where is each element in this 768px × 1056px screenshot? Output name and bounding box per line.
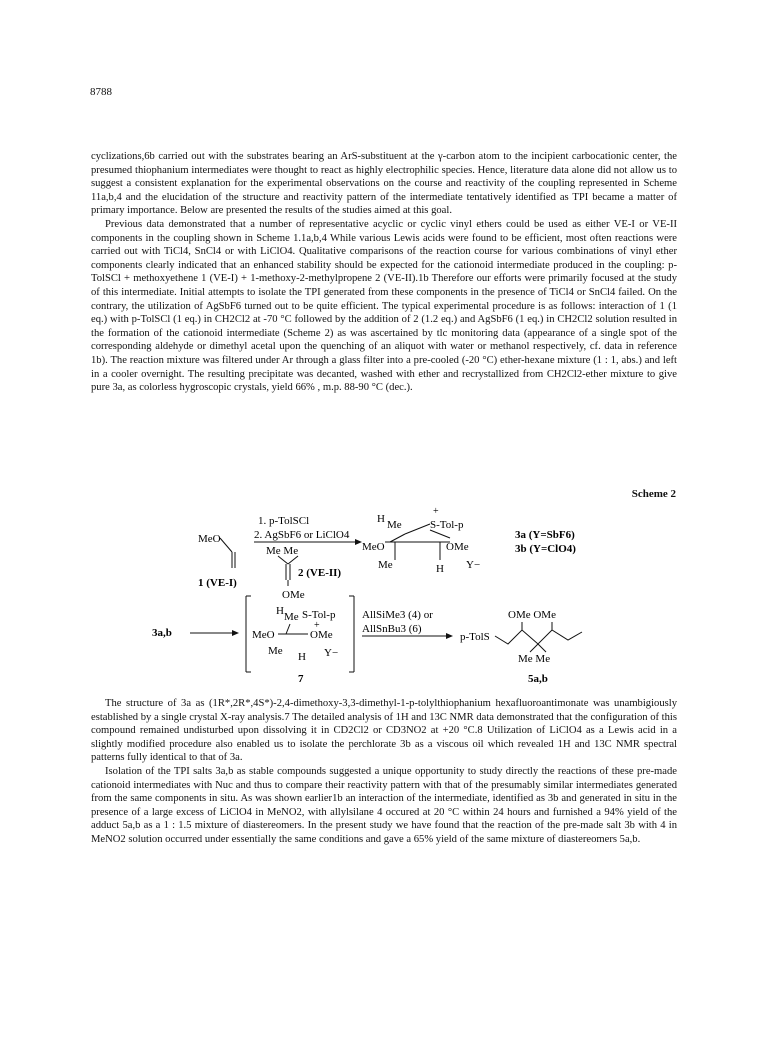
int-stol: S-Tol-p xyxy=(302,609,336,621)
int-plus: + xyxy=(314,620,320,631)
int-h-bottom: H xyxy=(298,651,306,663)
paragraph: Isolation of the TPI salts 3a,b as stable compounds suggested a unique opportunity to study directly the reactions of these pre-made cationoid intermediates with Nuc and thus to compare their reactivity pattern with that of the presumably similar intermediates generated from the same components in situ. As was shown earlier1b an interaction of the intermediate, identified as 3b and generated in situ in the presence of a large excess of LiClO4 in MeNO2, with allylsilane 4 occured at 20 °C within 24 hours and furnished a 94% yield of the adduct 5a,b as a 1 : 1.5 mixture of diastereomers. In the present study we have found that the reaction of the pre-made salt 3b with 4 in MeNO2 solution occurred under essentially the same conditions and gave a 65% yield of the same mixture of diastereomers 5a,b. xyxy=(91,765,677,845)
product-5-me: Me Me xyxy=(518,653,551,665)
paragraph: The structure of 3a as (1R*,2R*,4S*)-2,4-dimethoxy-3,3-dimethyl-1-p-tolylthiophanium hexafluoroantimonate was unambigiously established by a single crystal X-ray analysis.7 The detailed analysis of 1H and 13C NMR data demonstrated that the configuration of this compound remained undisturbed upon dissolving it in CD2Cl2 or CD3NO2 at +20 °C.8 Utilization of LiClO4 as a Lewis acid in a slightly modified procedure also enabled us to isolate the perchlorate 3b as a viscous oil which revealed 1H and 13C NMR spectral patterns fully identical to that of 3a. xyxy=(91,698,677,764)
ome-2: OMe xyxy=(282,589,305,601)
body-text-top xyxy=(91,150,677,395)
me-me: Me Me xyxy=(266,545,299,557)
nucleophile-2: AllSnBu3 (6) xyxy=(362,623,422,635)
nucleophile-1: AllSiMe3 (4) or xyxy=(362,609,433,621)
reagent-2: 2. AgSbF6 or LiClO4 xyxy=(254,529,350,541)
scheme-2-diagram xyxy=(150,500,620,685)
body-text-bottom xyxy=(91,697,677,847)
compound-2-label: 2 (VE-II) xyxy=(298,567,342,579)
product-5-ome: OMe OMe xyxy=(508,609,556,621)
y-anion: Y− xyxy=(466,559,481,571)
intermediate-7-label: 7 xyxy=(298,673,304,685)
paragraph: cyclizations,6b carried out with the substrates bearing an ArS-substituent at the γ-carbon atom to the incipient carbocationic center, the presumed thiophanium intermediates were thought to react as highly electrophilic species. Hence, literature data alone did not allow us to suggest a consistent explanation for the experimental observations on the course and reactivity of the coupling represented in Scheme 11a,b,4 and the elucidation of the structure and reactivity pattern of the intermediate tentatively identified as TPI became a matter of primary importance. Below are presented the results of the studies aimed at this goal. xyxy=(91,151,677,217)
product-3b-label: 3b (Y=ClO4) xyxy=(515,543,576,555)
paragraph: Previous data demonstrated that a number of representative acyclic or cyclic vinyl ethers could be used as either VE-I or VE-II components in the coupling shown in Scheme 1.1a,b,4 While various Lewis acids were found to be efficient, most often reactions were carried out with TiCl4, SnCl4 or with LiClO4. Qualitative comparisons of the reaction course for various combinations of vinyl ether components clearly indicated that an enhanced stability should be expected for the cationoid intermediate produced in the coupling: p-TolSCl + methoxyethene 1 (VE-I) + 1-methoxy-2-methylpropene 2 (VE-II).1b Therefore our efforts were primarily focused at the study of this intermediate. Initial attempts to isolate the TPI generated from these components in the presence of TiCl4 or SnCl4 failed. On the contrary, the utilization of AgSbF6 turned out to be quite efficient. The typical experimental procedure is as follows: interaction of 1 (1 eq.) with p-TolSCl (1 eq.) in CH2Cl2 at -70 °C followed by the addition of 2 (1.2 eq.) and AgSbF6 (1 eq.) in CH2Cl2 solution resulted in the formation of the cationoid intermediate (Scheme 2) as was ascertained by tlc monitoring data (appearance of a single spot of the corresponding aldehyde or dimethyl acetal upon the quenching of an aliquot with water or methanol respectively, cf. data in reference 1b). The reaction mixture was filtered under Ar through a glass filter into a pre-cooled (-20 °C) ether-hexane mixture (1 : 1, abs.) and left in a cooler overnight. The resulting precipitate was decanted, washed with ether and recrystallized from CH2Cl2-ether mixture to give pure 3a, as colorless hygroscopic crystals, yield 66% , m.p. 88-90 °C (dec.). xyxy=(91,218,677,394)
h-bottom: H xyxy=(436,563,444,575)
product-3a-label: 3a (Y=SbF6) xyxy=(515,529,575,541)
compound-1-label: 1 (VE-I) xyxy=(198,577,237,589)
h-top: H xyxy=(377,513,385,525)
scheme-label: Scheme 2 xyxy=(631,488,676,500)
meo-ring: MeO xyxy=(362,541,385,553)
ome-ring: OMe xyxy=(446,541,469,553)
int-y: Y− xyxy=(324,647,339,659)
row2-start-label: 3a,b xyxy=(152,627,172,639)
int-h: H xyxy=(276,605,284,617)
page-number: 8788 xyxy=(90,86,112,98)
sulfur-tol: S-Tol-p xyxy=(430,519,464,531)
product-5-label: 5a,b xyxy=(528,673,548,685)
plus-sign: + xyxy=(433,506,439,517)
me-bottom: Me xyxy=(378,559,393,571)
product-5-prefix: p-TolS xyxy=(460,631,490,643)
int-me: Me xyxy=(284,611,299,623)
start-meo: MeO xyxy=(198,533,221,545)
reagent-1: 1. p-TolSCl xyxy=(258,515,310,527)
int-ome: OMe xyxy=(310,629,333,641)
int-meo: MeO xyxy=(252,629,275,641)
me-top: Me xyxy=(387,519,402,531)
int-me-bottom: Me xyxy=(268,645,283,657)
